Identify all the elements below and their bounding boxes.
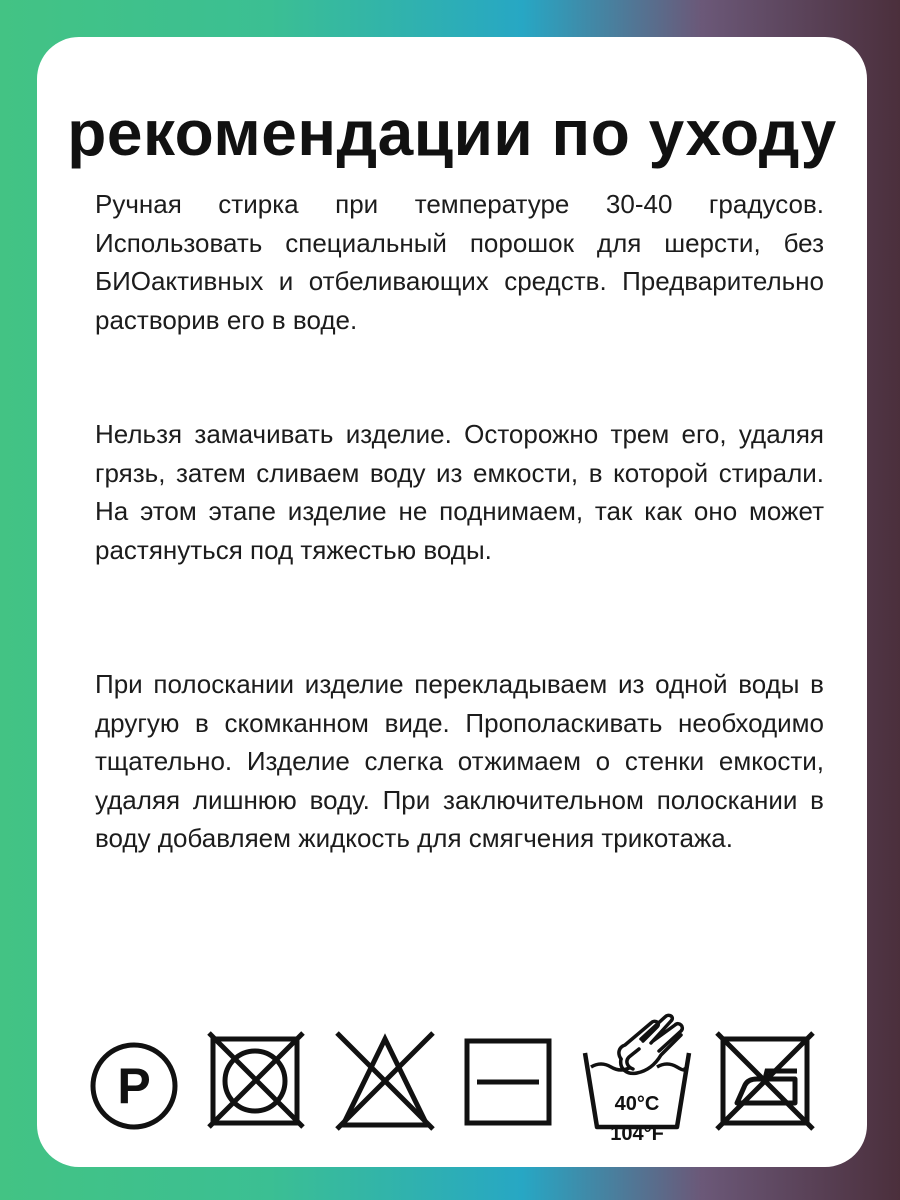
flat-dry-icon (463, 1029, 553, 1129)
page-title: рекомендации по уходу (67, 97, 837, 169)
rinsing-instructions-paragraph: При полоскании изделие перекладываем из одной воды в другую в скомканном виде. Прополаскивать необходимо тщательно. Изделие слегка отжимаем о стенки емкости, удаляя лишнюю воду. При заключительном полоскании в воду добавляем жидкость для смягчения трикотажа. (95, 669, 824, 853)
professional-cleaning-p-icon (89, 1041, 179, 1131)
soaking-instructions-paragraph: Нельзя замачивать изделие. Осторожно трем его, удаляя грязь, затем сливаем воду из емкости, в которой стирали. На этом этапе изделие не поднимаем, так как оно может растянуться под тяжестью воды. (95, 419, 824, 565)
no-tumble-dry-icon (207, 1029, 305, 1129)
hand-wash-icon (581, 1009, 693, 1141)
no-bleach-icon (335, 1029, 435, 1133)
no-iron-icon (715, 1029, 815, 1133)
wash-temp-fahrenheit: 104°F (610, 1123, 664, 1141)
wash-temp-celsius: 40°C (614, 1093, 660, 1115)
professional-cleaning-letter: P (117, 1058, 151, 1114)
care-symbols-row (89, 1029, 833, 1139)
care-card (37, 37, 867, 1167)
wash-instructions-paragraph: Ручная стирка при температуре 30-40 градусов. Использовать специальный порошок для шерсти, без БИОактивных и отбеливающих средств. Предварительно растворив его в воде. (95, 189, 824, 335)
